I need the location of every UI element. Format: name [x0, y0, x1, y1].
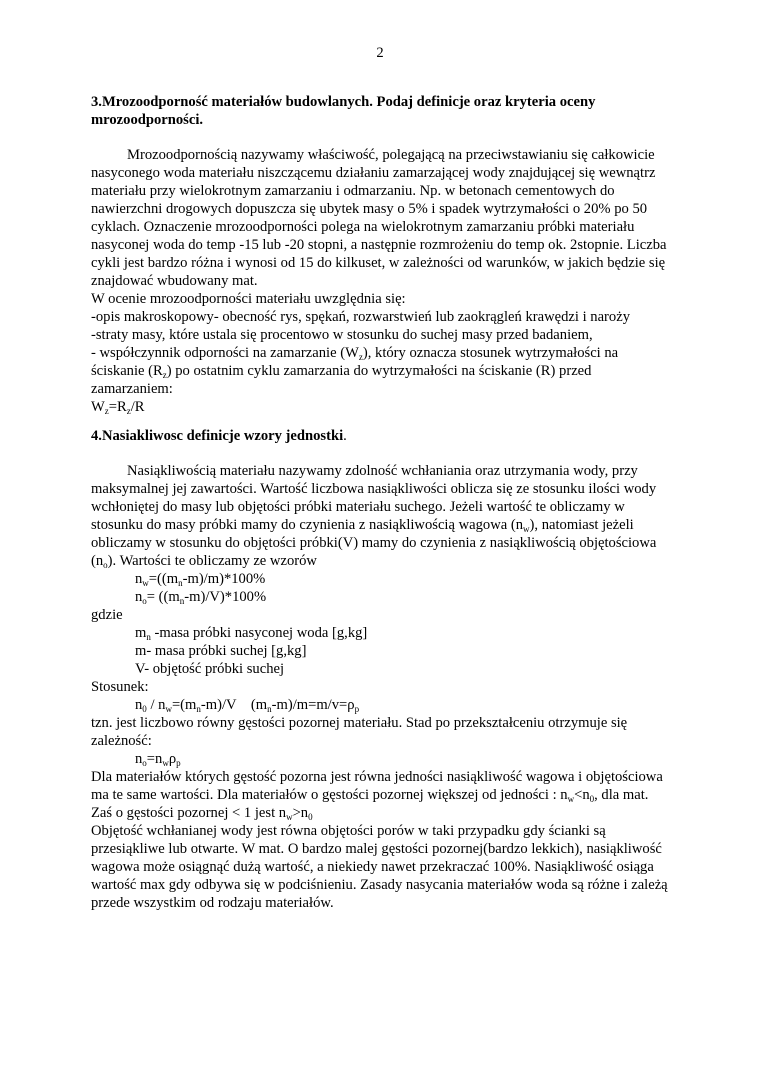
section-4-heading: 4.Nasiakliwosc definicje wzory jednostki. — [91, 428, 347, 444]
section-4 — [91, 427, 671, 445]
definition-m: m- masa próbki suchej [g,kg] — [135, 643, 307, 659]
section-4-paragraph-3: Objętość wchłanianej wody jest równa objętości porów w taki przypadku gdy ścianki są przesiąkliwe lub otwarte. W mat. O bardzo malej gęstości pozornej(bardzo lekkich), nasiąkliwość wagowa może osiągnąć dużą wartość, a niekiedy nawet przekraczać 100%. Nasiąkliwość osiąga wartość max gdy odbywa się w podciśnieniu. Zasady nasycania materiałów woda są różne i zależą przede wszystkim od rodzaju materiałów. — [91, 823, 668, 911]
section-4-paragraph-1: Nasiąkliwością materiału nazywamy zdolność wchłaniania oraz utrzymania wody, przy maksymalnej jej zawartości. Wartość liczbowa nasiąkliwości oblicza się ze stosunku ilości wody wchłoniętej do masy lub objętości próbki materiału suchego. Jeżeli wartość te obliczamy w stosunku do masy próbki mamy do czynienia z nasiąkliwością wagowa $(n_w)$, natomiast jeżeli obliczamy w stosunku do objętości próbki(V) mamy do czynienia z nasiąkliwością objętościowa $(n_o)$. Wartości te obliczamy ze wzorów — [91, 463, 657, 570]
criteria-item-1: -opis makroskopowy- obecność rys, spękań, rozwarstwień lub zaokrągleń krawędzi i naroży — [91, 309, 630, 325]
criteria-intro: W ocenie mrozoodporności materiału uwzględnia się: — [91, 291, 406, 307]
criteria-item-2: -straty masy, które ustala się procentowo w stosunku do suchej masy przed badaniem, — [91, 327, 593, 343]
formula-nw: $n_w=((m_n-m)/m)*100\%$ — [135, 571, 266, 588]
stosunek-label: Stosunek: — [91, 679, 149, 695]
definition-v: V- objętość próbki suchej — [135, 661, 285, 677]
formula-no: $n_o= ((m_n-m)/V)*100\%$ — [135, 589, 267, 606]
section-3-paragraph: Mrozoodpornością nazywamy właściwość, polegającą na przeciwstawianiu się całkowicie nasyconego woda materiału niszczącemu działaniu zamarzającej wody znajdującej się wewnątrz materiału przy wielokrotnym zamarzaniu i odmarzaniu. Np. w betonach cementowych do nawierzchni drogowych dopuszcza się ubytek masy o 5% i spadek wytrzymałości o 20% po 50 cyklach. Oznaczenie mrozoodporności polega na wielokrotnym zamarzaniu próbki materiału nasyconej woda do temp -15 lub -20 stopni, a następnie rozmrożeniu do temp ok. 2stopnie. Liczba cykli jest bardzo różna i wynosi od 15 do kilkuset, w zależności od warunków, w jakich będzie się znajdować wbudowany mat. — [91, 147, 667, 289]
definition-mn: $m_n$ -masa próbki nasyconej woda [g,kg] — [135, 625, 368, 642]
section-3 — [91, 93, 671, 129]
criteria-item-3: - współczynnik odporności na zamarzanie $(W_z)$, który oznacza stosunek wytrzymałości na ściskanie $(R_z)$ po ostatnim cyklu zamarzania do wytrzymałości na ściskanie (R) przed zamarzaniem: — [91, 345, 619, 397]
formula-stosunek: $n_0 / n_w=(m_n-m)/V$ $(m_n-m)/m=m/v=\rho_p$ — [135, 697, 360, 714]
section-4-paragraph-2: Dla materiałów których gęstość pozorna jest równa jedności nasiąkliwość wagowa i objętościowa ma te same wartości. Dla materiałów o gęstości pozornej większej od jedności : $n_w<n_0$, dla mat. Zaś o gęstości pozornej < 1 jest $n_w>n_0$ — [91, 769, 663, 822]
formula-wz: $W_z=R_z/R$ — [91, 399, 145, 416]
formula-zaleznosc: $n_o=n_w\rho_p$ — [135, 751, 181, 768]
page-number: 2 — [376, 45, 384, 61]
gdzie-label: gdzie — [91, 607, 123, 623]
section-4-body — [91, 462, 671, 912]
section-3-heading: 3.Mrozoodporność materiałów budowlanych. Podaj definicje oraz kryteria oceny mrozoodporności. — [91, 94, 596, 128]
section-3-body — [91, 146, 671, 416]
tzn-paragraph: tzn. jest liczbowo równy gęstości pozornej materiału. Stad po przekształceniu otrzymuje się zależność: — [91, 715, 628, 749]
